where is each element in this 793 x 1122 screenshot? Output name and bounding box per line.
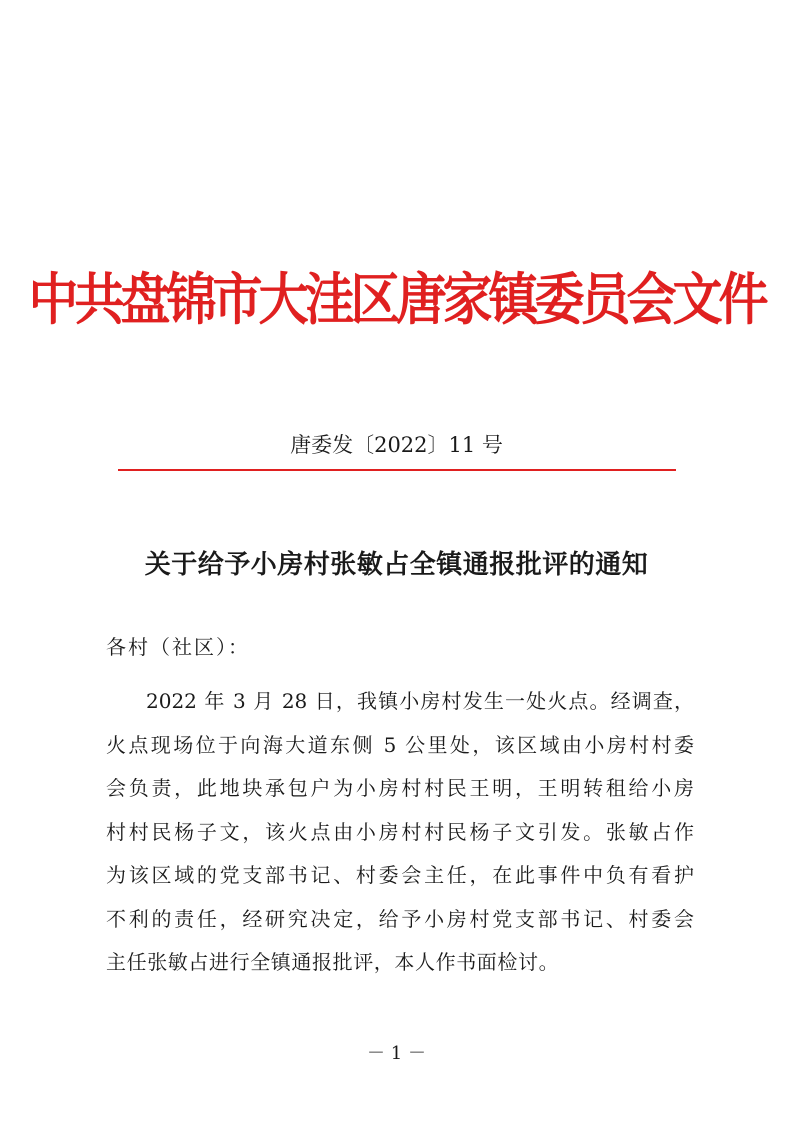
page-number: － 1 － xyxy=(367,1043,426,1064)
document-number: 唐委发〔2022〕11 号 xyxy=(290,433,503,457)
paragraph-line: 主任张敏占进行全镇通报批评，本人作书面检讨。 xyxy=(106,950,560,974)
paragraph-line: 村村民杨子文，该火点由小房村村民杨子文引发。张敏占作 xyxy=(106,819,694,844)
paragraph-line: 不利的责任，经研究决定，给予小房村党支部书记、村委会 xyxy=(106,906,694,931)
paragraph-line: 为该区域的党支部书记、村委会主任，在此事件中负有看护 xyxy=(106,863,694,887)
notice-title: 关于给予小房村张敏占全镇通报批评的通知 xyxy=(144,550,649,580)
issuer-header-title: 中共盘锦市大洼区唐家镇委员会文件 xyxy=(28,267,765,333)
salutation: 各村（社区）： xyxy=(106,635,250,659)
paragraph-line: 火点现场位于向海大道东侧 5 公里处，该区域由小房村村委 xyxy=(106,732,694,757)
paragraph-line: 会负责，此地块承包户为小房村村民王明，王明转租给小房 xyxy=(106,776,694,800)
notice-body-paragraph xyxy=(106,680,694,985)
red-divider-line xyxy=(118,469,676,471)
paragraph-line: 2022 年 3 月 28 日，我镇小房村发生一处火点。经调查， xyxy=(146,689,694,713)
